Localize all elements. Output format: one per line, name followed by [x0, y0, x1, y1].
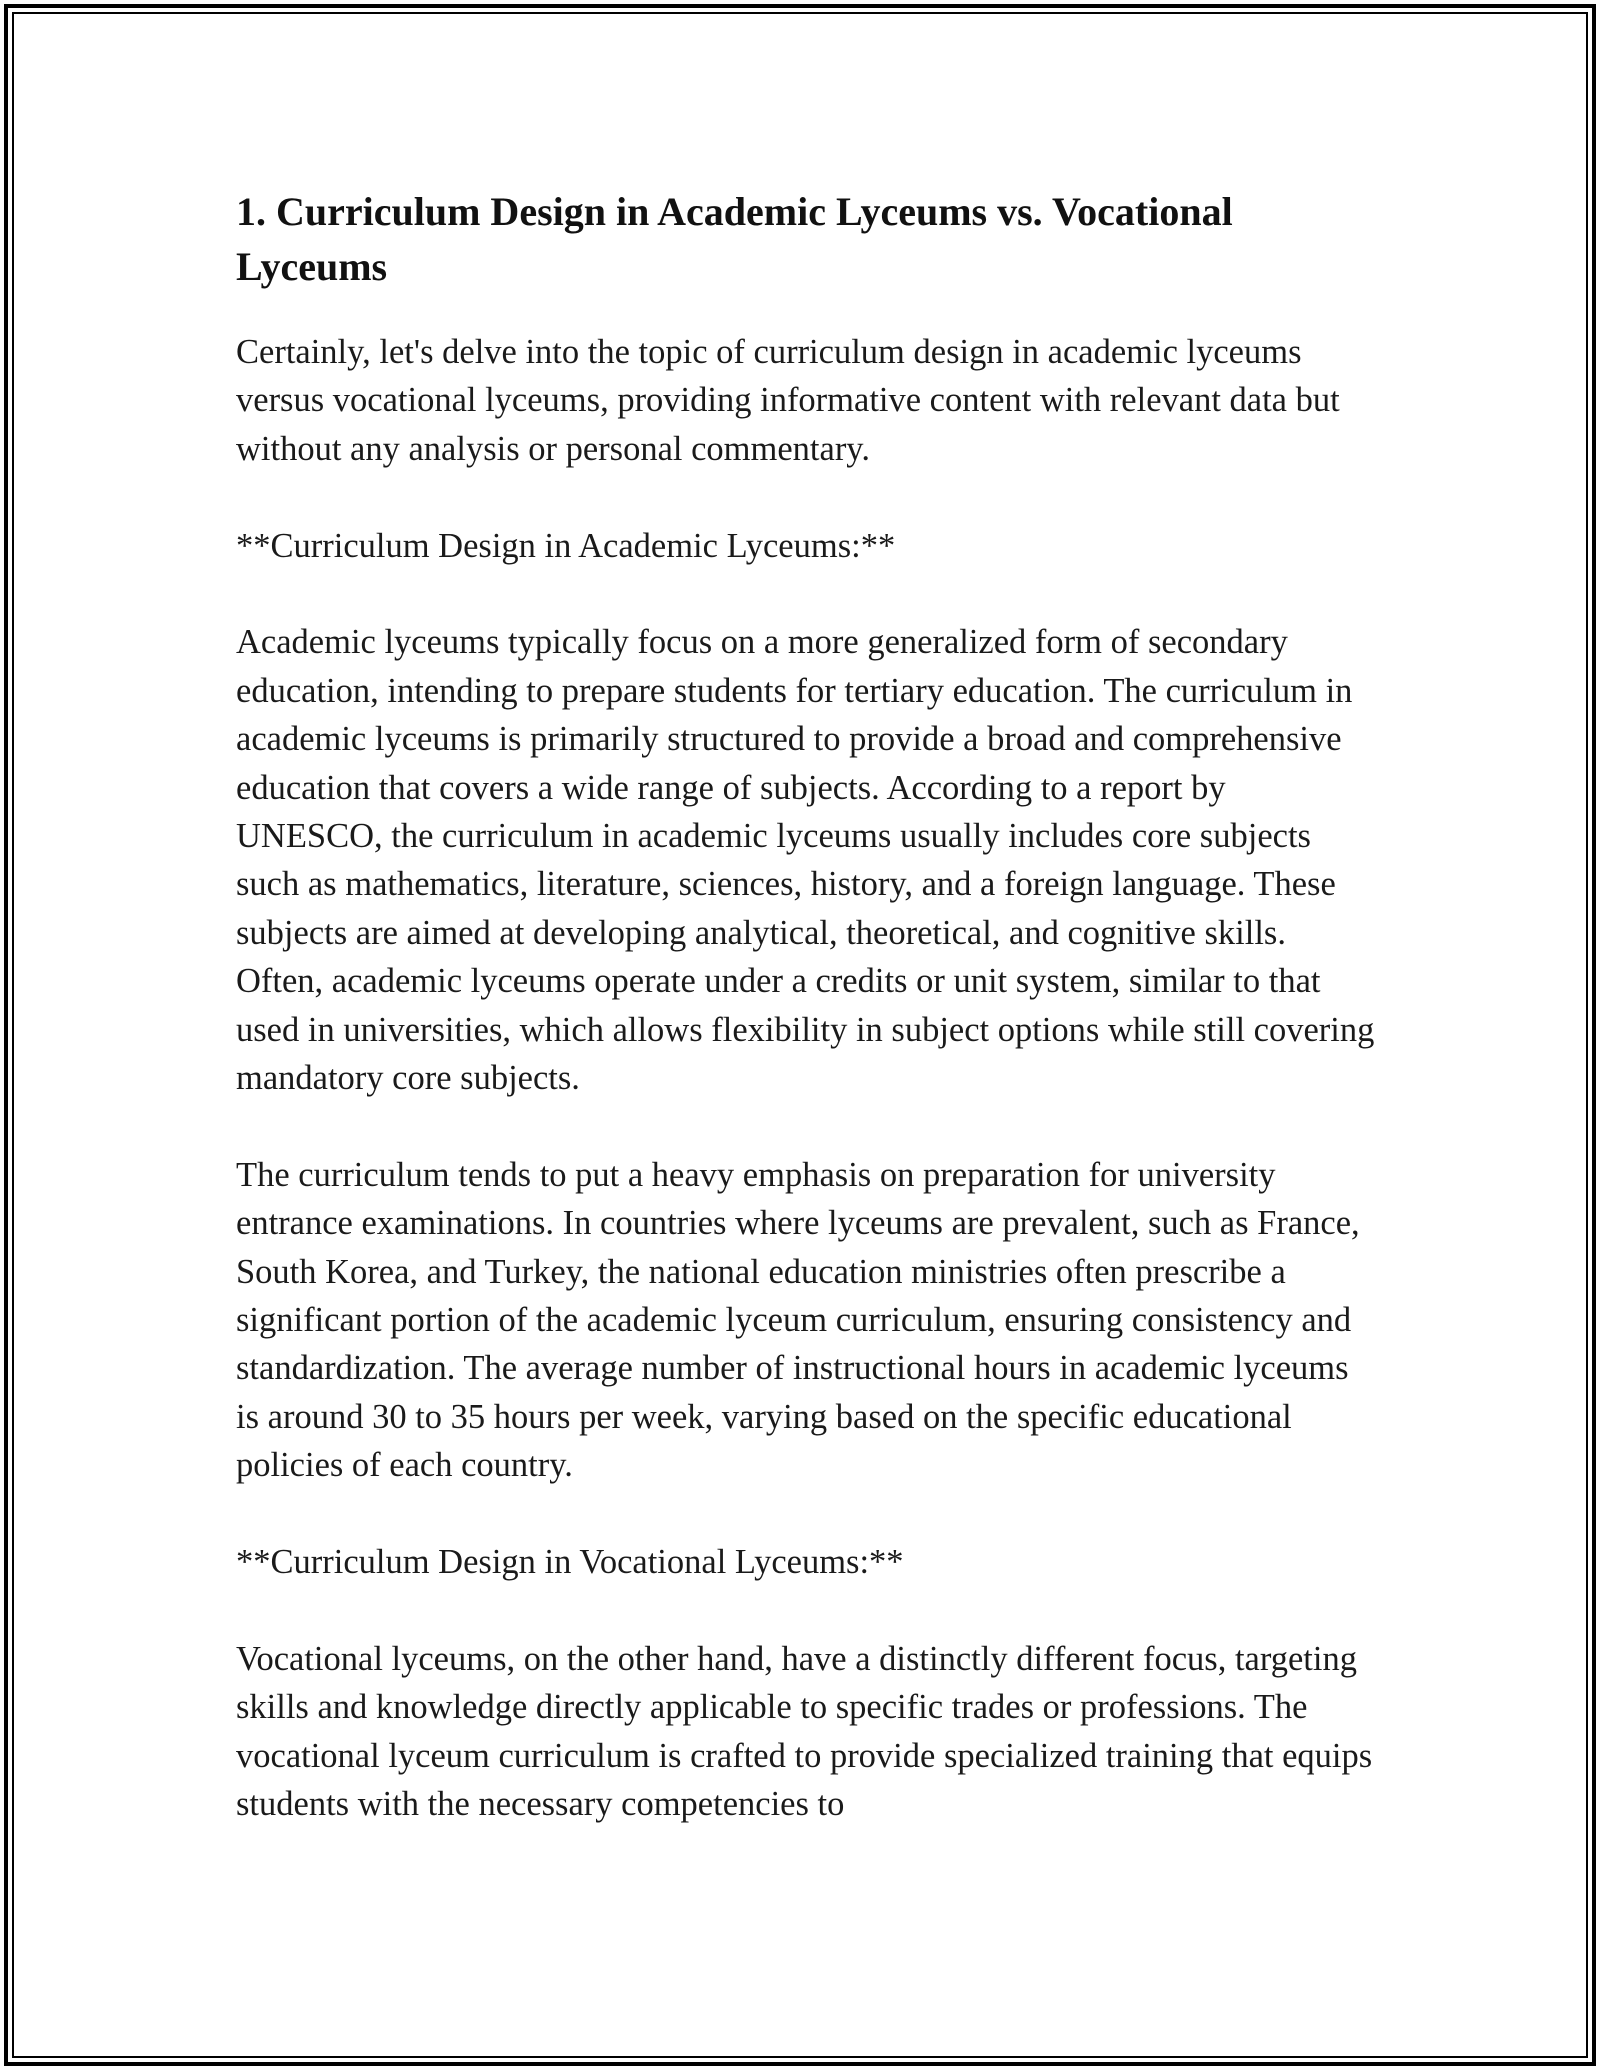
intro-paragraph: Certainly, let's delve into the topic of curriculum design in academic lyceums versus vocational lyceums, providing informative content with relevant data but without any analysis or personal commentary. — [236, 333, 1340, 468]
vocational-section-heading: **Curriculum Design in Vocational Lyceums:** — [236, 1543, 904, 1582]
academic-paragraph-2: The curriculum tends to put a heavy emphasis on preparation for university entrance examinations. In countries where lyceums are prevalent, such as France, South Korea, and Turkey, the national education ministries often prescribe a significant portion of the academic lyceum curriculum, ensuring consistency and standardization. The average number of instructional hours in academic lyceums is around 30 to 35 hours per week, varying based on the specific educational policies of each country. — [236, 1155, 1360, 1485]
academic-section-heading: **Curriculum Design in Academic Lyceums:** — [236, 526, 896, 565]
academic-paragraph-1: Academic lyceums typically focus on a more generalized form of secondary education, intending to prepare students for tertiary education. The curriculum in academic lyceums is primarily structured to provide a broad and comprehensive education that covers a wide range of subjects. According to a report by UNESCO, the curriculum in academic lyceums usually includes core subjects such as mathematics, literature, sciences, history, and a foreign language. These subjects are aimed at developing analytical, theoretical, and cognitive skills. Often, academic lyceums operate under a credits or unit system, similar to that used in universities, which allows flexibility in subject options while still covering mandatory core subjects. — [236, 623, 1375, 1098]
document-body — [236, 184, 1376, 1877]
vocational-paragraph-1: Vocational lyceums, on the other hand, have a distinctly different focus, targeting skills and knowledge directly applicable to specific trades or professions. The vocational lyceum curriculum is crafted to provide specialized training that equips students with the necessary competencies to — [236, 1639, 1373, 1824]
page-title: 1. Curriculum Design in Academic Lyceums vs. Vocational Lyceums — [236, 189, 1233, 289]
